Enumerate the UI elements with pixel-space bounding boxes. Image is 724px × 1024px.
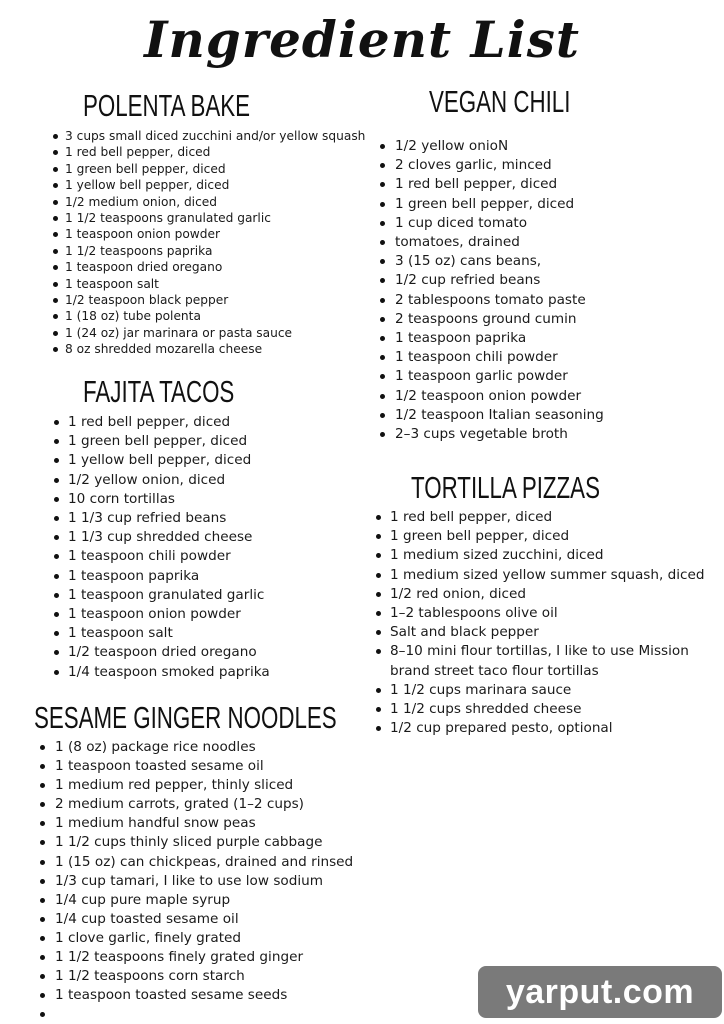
ingredient-list	[50, 413, 293, 682]
ingredient-list	[376, 137, 625, 444]
list-item: 1/2 teaspoon Italian seasoning	[376, 406, 625, 425]
list-item: 1 cup diced tomato	[376, 214, 625, 233]
section-polenta-bake	[50, 88, 365, 358]
list-item: 1 clove garlic, finely grated	[36, 929, 454, 948]
section-heading: TORTILLA PIZZAS	[411, 470, 600, 505]
section-heading: SESAME GINGER NOODLES	[34, 700, 337, 735]
list-item: 1 teaspoon paprika	[376, 329, 625, 348]
list-item: 1 (24 oz) jar marinara or pasta sauce	[50, 325, 365, 341]
list-item: 1 red bell pepper, diced	[50, 413, 293, 432]
list-item: 1 1/3 cup refried beans	[50, 509, 293, 528]
list-item: 1 teaspoon garlic powder	[376, 367, 625, 386]
list-item: 1 teaspoon chili powder	[376, 348, 625, 367]
list-item: 1 teaspoon onion powder	[50, 226, 365, 242]
section-sesame-ginger-noodles	[36, 700, 454, 1024]
list-item: 1/2 teaspoon black pepper	[50, 292, 365, 308]
list-item: 1/2 cup prepared pesto, optional	[372, 719, 724, 738]
list-item: 1 medium sized yellow summer squash, diced	[372, 566, 724, 585]
list-item: 1 yellow bell pepper, diced	[50, 177, 365, 193]
list-item: 1 teaspoon toasted sesame oil	[36, 757, 454, 776]
list-item: 8–10 mini flour tortillas, I like to use Mission brand street taco flour tortillas	[372, 642, 724, 680]
list-item: 1 medium handful snow peas	[36, 814, 454, 833]
list-item: 1 teaspoon chili powder	[50, 547, 293, 566]
list-item: 1 teaspoon dried oregano	[50, 259, 365, 275]
list-item: 1 green bell pepper, diced	[372, 527, 724, 546]
list-item: 1 teaspoon salt	[50, 624, 293, 643]
list-item: 1 1/2 teaspoons corn starch	[36, 967, 454, 986]
list-item: 1/3 cup tamari, I like to use low sodium	[36, 872, 454, 891]
list-item: 1 1/2 cups shredded cheese	[372, 700, 724, 719]
list-item: 1/2 teaspoon onion powder	[376, 387, 625, 406]
list-item: 1/2 yellow onion, diced	[50, 471, 293, 490]
ingredient-list	[50, 128, 365, 358]
list-item: 1 teaspoon granulated garlic	[50, 586, 293, 605]
list-item: 1 (8 oz) package rice noodles	[36, 738, 454, 757]
list-item: 1 1/2 cups thinly sliced purple cabbage	[36, 833, 454, 852]
list-item: 1 green bell pepper, diced	[50, 161, 365, 177]
list-item: Salt and black pepper	[372, 623, 724, 642]
list-item: 1 1/2 teaspoons paprika	[50, 243, 365, 259]
list-item: 1 medium sized zucchini, diced	[372, 546, 724, 565]
list-item: 1 1/2 teaspoons finely grated ginger	[36, 948, 454, 967]
list-item: 1/2 red onion, diced	[372, 585, 724, 604]
list-item	[36, 1005, 454, 1024]
list-item: 2 medium carrots, grated (1–2 cups)	[36, 795, 454, 814]
list-item: 1 green bell pepper, diced	[376, 195, 625, 214]
section-heading: VEGAN CHILI	[429, 84, 571, 119]
section-heading: FAJITA TACOS	[83, 374, 235, 409]
list-item: 1 red bell pepper, diced	[372, 508, 724, 527]
list-item: 1 medium red pepper, thinly sliced	[36, 776, 454, 795]
list-item: 1 red bell pepper, diced	[50, 144, 365, 160]
ingredient-list	[36, 738, 454, 1024]
list-item: 8 oz shredded mozarella cheese	[50, 341, 365, 357]
list-item: 1 red bell pepper, diced	[376, 175, 625, 194]
list-item: 1 1/3 cup shredded cheese	[50, 528, 293, 547]
list-item: 1 1/2 teaspoons granulated garlic	[50, 210, 365, 226]
list-item: 1/2 yellow onioN	[376, 137, 625, 156]
list-item: 1 (18 oz) tube polenta	[50, 308, 365, 324]
list-item: 1/2 cup refried beans	[376, 271, 625, 290]
list-item: 1 1/2 cups marinara sauce	[372, 681, 724, 700]
page-title: Ingredient List	[144, 10, 580, 69]
list-item: 1 teaspoon toasted sesame seeds	[36, 986, 454, 1005]
list-item: 2–3 cups vegetable broth	[376, 425, 625, 444]
list-item: 3 (15 oz) cans beans,	[376, 252, 625, 271]
list-item: 3 cups small diced zucchini and/or yellow squash	[50, 128, 365, 144]
list-item: 1–2 tablespoons olive oil	[372, 604, 724, 623]
list-item: 1/4 cup toasted sesame oil	[36, 910, 454, 929]
list-item: 1 teaspoon salt	[50, 276, 365, 292]
list-item: 2 tablespoons tomato paste	[376, 291, 625, 310]
section-fajita-tacos	[50, 374, 293, 682]
section-tortilla-pizzas	[372, 470, 724, 738]
list-item: 1/2 teaspoon dried oregano	[50, 643, 293, 662]
list-item: 1 yellow bell pepper, diced	[50, 451, 293, 470]
list-item: 1 (15 oz) can chickpeas, drained and rinsed	[36, 853, 454, 872]
list-item: 2 teaspoons ground cumin	[376, 310, 625, 329]
list-item: tomatoes, drained	[376, 233, 625, 252]
list-item: 1 teaspoon paprika	[50, 567, 293, 586]
list-item: 1/2 medium onion, diced	[50, 194, 365, 210]
list-item: 2 cloves garlic, minced	[376, 156, 625, 175]
list-item: 1 green bell pepper, diced	[50, 432, 293, 451]
list-item: 1/4 cup pure maple syrup	[36, 891, 454, 910]
list-item: 1/4 teaspoon smoked paprika	[50, 663, 293, 682]
list-item: 1 teaspoon onion powder	[50, 605, 293, 624]
watermark: yarput.com	[478, 966, 722, 1018]
section-vegan-chili	[376, 84, 625, 444]
list-item: 10 corn tortillas	[50, 490, 293, 509]
section-heading: POLENTA BAKE	[83, 88, 251, 123]
